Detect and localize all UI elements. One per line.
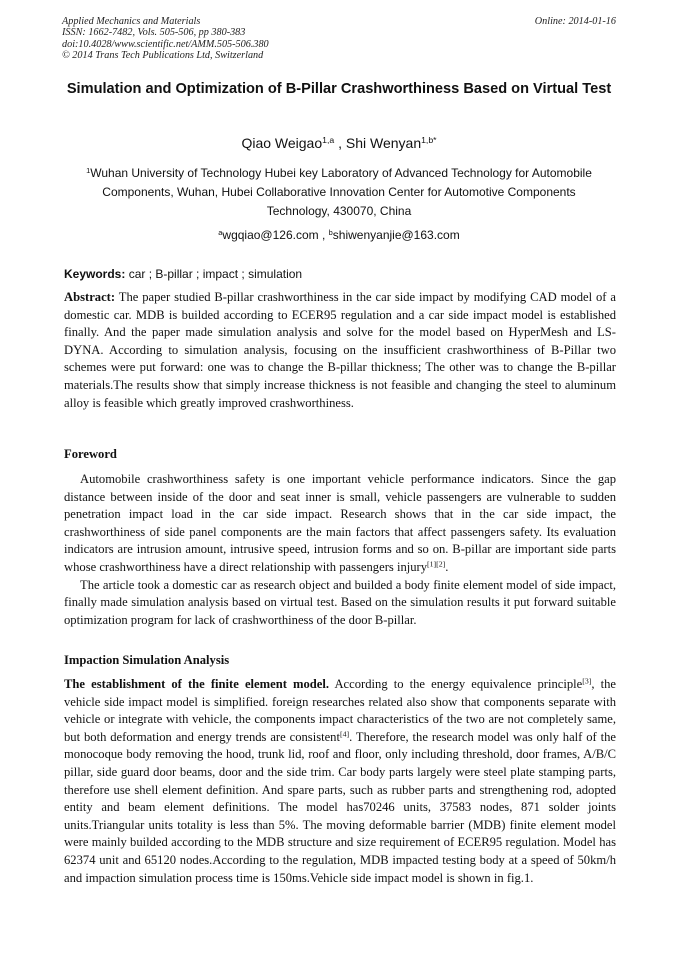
foreword-paragraph-2: The article took a domestic car as research object and builded a body finite element model of side impact, finally made simulation analysis based on virtual test. Based on the simulation results it put forward suitable optimization program for lack of crashworthiness of the door B-pillar.	[64, 577, 616, 627]
foreword-p1-text: Automobile crashworthiness safety is one important vehicle performance indicators. Since the gap distance between inside of the door and seat inner is small, vehicle passengers are vulnerable to sudden penetration impact load in the car side impact. Research shows that in the car side impact, the crashworthiness of side panel components are the main factors that affect passengers safety. Its evaluation indicators are intrusion amount, intrusive speed, intrusion forms and so on. B-pillar are important side parts whose crashworthiness have a direct relationship with passengers injury	[64, 472, 616, 574]
impaction-heading: Impaction Simulation Analysis	[64, 653, 230, 667]
keywords-text: car ; B-pillar ; impact ; simulation	[128, 267, 303, 281]
author-1-marker: 1,a	[322, 135, 335, 146]
affiliation-marker: 1	[86, 165, 91, 175]
foreword-p1-citation: [1][2]	[427, 559, 446, 569]
keywords	[64, 266, 616, 282]
abstract	[64, 289, 616, 412]
author-1: Qiao Weigao	[241, 135, 323, 151]
author-line	[62, 134, 616, 152]
foreword-heading: Foreword	[64, 447, 117, 461]
impaction-text-3: . Therefore, the research model was only half of the monocoque body removing the hood, trunk lid, roof and floor, only including threshold, door frames, A/B/C pillar, side guard door beams, door and the side trim. Car body parts largely were steel plate stamping parts, therefore use shell element definition. And spare parts, such as rubber parts and strengthening rod, adopted entity and beam element definitions. The model has70246 units, 37583 nodes, 871 solder joints units.Triangular units totality is less than 5%. The moving deformable barrier (MDB) finite element model were mainly builded according to the MDB structure and size requirement of ECER95 regulation. Model has 62374 unit and 65120 nodes.According to the regulation, MDB impacted testing body at a speed of 50km/h and impaction simulation process time is 150ms.Vehicle side impact model is shown in fig.1.	[64, 729, 617, 885]
online-date: Online: 2014-01-16	[534, 16, 616, 27]
foreword-paragraph-1	[64, 471, 616, 577]
impaction-text-1: According to the energy equivalence principle	[329, 677, 583, 691]
foreword-p1-end: .	[445, 559, 449, 574]
email-a-marker: a	[218, 227, 223, 237]
issn-line: ISSN: 1662-7482, Vols. 505-506, pp 380-383	[62, 27, 246, 39]
abstract-text: The paper studied B-pillar crashworthiness in the car side impact by modifying CAD model of a domestic car. MDB is builded according to ECER95 regulation and a car side impact model is established finally. And the paper made simulation analysis and solve for the model based on HyperMesh and LS-DYNA. According to simulation analysis, focusing on the insufficient crashworthiness of B-Pillar two schemes were put forward: one was to change the B-pillar thickness; The other was to change the B-pillar materials.The results show that simply increase thickness is not feasible and changing the steel to aluminum alloy is feasible which greatly improved crashworthiness.	[64, 290, 616, 410]
abstract-label: Abstract:	[64, 290, 116, 304]
journal-name: Applied Mechanics and Materials	[62, 16, 201, 27]
email-b-marker: b	[328, 227, 333, 237]
impaction-paragraph	[64, 676, 616, 887]
impaction-citation-4: [4]	[339, 729, 350, 739]
impaction-text-2: , the vehicle side impact model is simplified. foreign researches related also show that components separate with vehicle or integrate with vehicle, the components impact characteristics of the two are not completely same, but both deformation and energy trends are consistent	[64, 677, 616, 744]
copyright-line: © 2014 Trans Tech Publications Ltd, Switzerland	[62, 50, 264, 62]
affiliation	[70, 164, 608, 221]
author-2: Shi Wenyan	[345, 135, 422, 151]
doi-line: doi:10.4028/www.scientific.net/AMM.505-506.380	[62, 38, 269, 50]
keywords-label: Keywords:	[64, 267, 126, 281]
email-a[interactable]: wgqiao@126.com	[222, 228, 319, 242]
affiliation-text: Wuhan University of Technology Hubei key Laboratory of Advanced Technology for Automobile Components, Wuhan, Hubei Collaborative Innovation Center for Automotive Components Technology, 430070, China	[90, 166, 592, 218]
journal-header	[62, 16, 616, 62]
author-2-marker: 1,b*	[421, 135, 437, 146]
foreword-body	[64, 471, 616, 629]
author-separator: ,	[334, 135, 346, 151]
paper-title: Simulation and Optimization of B-Pillar Crashworthiness Based on Virtual Test	[66, 81, 612, 97]
author-emails	[62, 227, 616, 243]
email-b[interactable]: shiwenyanjie@163.com	[332, 228, 460, 242]
impaction-citation-3: [3]	[582, 676, 592, 686]
impaction-lead: The establishment of the finite element model.	[64, 677, 330, 691]
email-separator: ,	[318, 228, 329, 242]
